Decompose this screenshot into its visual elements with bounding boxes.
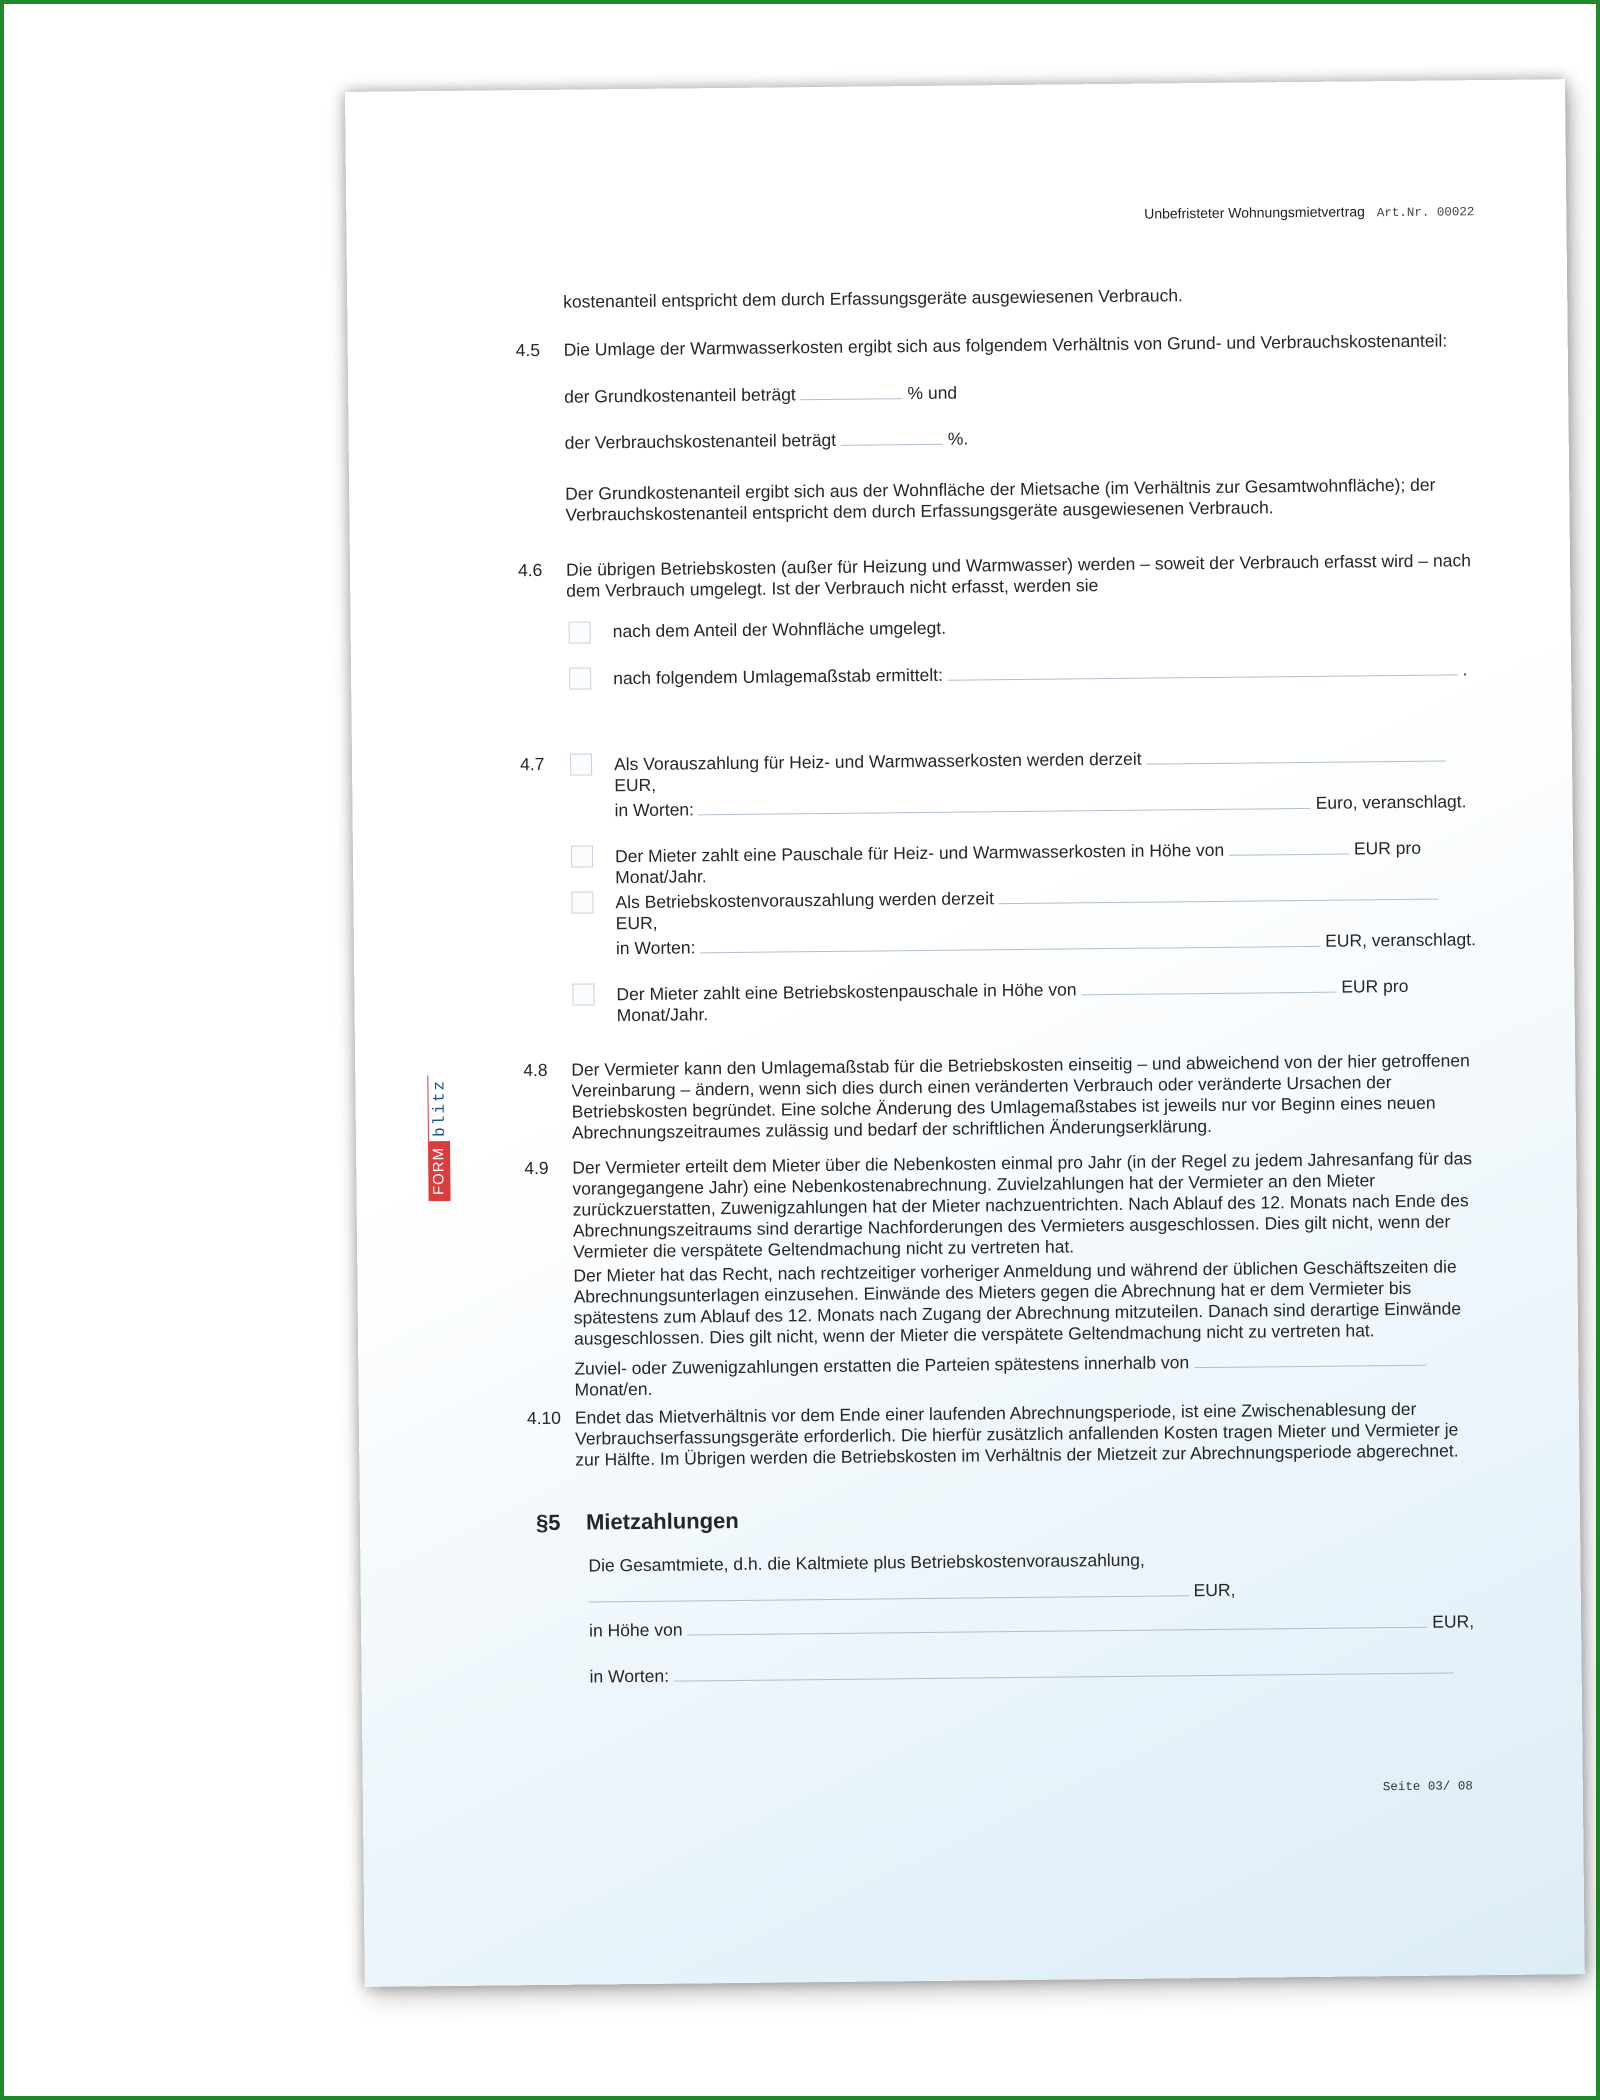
section-4-9-text: Der Vermieter erteilt dem Mieter über die Nebenkosten einmal pro Jahr (in der Regel zu jedem Jahresanfang für das vorangegangene Jahr) eine Nebenkostenabrechnung. Zuvielzahlungen hat der Vermieter an den Mieter zurückzuerstatten, Zuwenigzahlungen hat der Mieter nachzuentrichten. Nach Ablauf des 12. Monats nach Ende des Abrechnungszeitraums sind derartige Nachforderungen des Vermieters ausgeschlossen. Dies gilt nicht, wenn der Vermieter die verspätete Geltendmachung nicht zu vertreten hat. <box>572 1148 1473 1262</box>
pauschale-heizkosten-row <box>615 836 1477 888</box>
hoehe-unit: EUR, <box>1432 1611 1475 1632</box>
section-4-6-text: Die übrigen Betriebskosten (außer für Heizung und Warmwasser) werden – soweit der Verbrauch erfasst wird – nach dem Verbrauch umgelegt. Ist der Verbrauch nicht erfasst, werden sie <box>565 550 1471 601</box>
betriebskostenpauschale-label: Der Mieter zahlt eine Betriebskostenpauschale in Höhe von <box>616 979 1077 1005</box>
betriebskostenvorauszahlung-field[interactable] <box>999 883 1439 905</box>
vorauszahlung-heizkosten-field[interactable] <box>1146 745 1446 765</box>
in-worten-label-2: in Worten: <box>615 937 696 959</box>
section-4-5-text: Die Umlage der Warmwasserkosten ergibt sich aus folgendem Verhältnis von Grund- und Verbrauchskostenanteil: <box>563 330 1448 360</box>
in-worten-field-2[interactable] <box>700 930 1320 953</box>
option-wohnflaeche: nach dem Anteil der Wohnfläche umgelegt. <box>612 617 947 642</box>
mietzahlung-in-worten-label: in Worten: <box>589 1665 670 1687</box>
grundkosten-field[interactable] <box>800 382 902 400</box>
section-number-4-10: 4.10 <box>526 1407 562 1429</box>
erstattung-row <box>574 1348 1482 1401</box>
section-5-number: §5 <box>535 1509 561 1536</box>
checkbox-betriebskostenvorauszahlung[interactable] <box>571 891 593 913</box>
mietzahlung-in-worten-row <box>589 1656 1485 1687</box>
betriebskostenvorauszahlung-row <box>615 882 1477 934</box>
in-worten-unit-1: Euro, veranschlagt. <box>1315 791 1467 813</box>
mietzahlung-in-worten-field[interactable] <box>674 1656 1454 1681</box>
betriebskostenpauschale-unit: EUR pro Monat/Jahr. <box>616 975 1409 1026</box>
verbrauchskosten-unit: %. <box>947 428 969 449</box>
document-header <box>1144 202 1474 222</box>
section-number-4-8: 4.8 <box>523 1059 548 1081</box>
section-4-5-paragraph: Der Grundkostenanteil ergibt sich aus der Wohnfläche der Mietsache (im Verhältnis zur Gesamtwohnfläche); der Verbrauchskostenanteil entspricht dem durch Erfassungsgeräte ausgewiesenen Verbrauch. <box>565 474 1436 525</box>
gesamtmiete-unit: EUR, <box>1193 1579 1236 1601</box>
section-4-9-paragraph-2: Der Mieter hat das Recht, nach rechtzeitiger vorheriger Anmeldung und während der üblichen Geschäftszeiten die Abrechnungsunterlagen einzusehen. Einwände des Mieters gegen die Abrechnung hat er dem Vermieter bis spätestens zum Ablauf des 12. Monats nach Zugang der Abrechnung mitzuteilen. Danach sind derartige Einwände ausgeschlossen. Dies gilt nicht, wenn der Mieter die verspätete Geltendmachung nicht zu vertreten hat. <box>573 1256 1462 1349</box>
page-number: Seite 03/ 08 <box>1382 1779 1473 1795</box>
document-page <box>345 79 1585 1987</box>
checkbox-pauschale-heizkosten[interactable] <box>571 845 593 867</box>
grundkosten-label: der Grundkostenanteil beträgt <box>564 384 796 407</box>
checkbox-betriebskostenpauschale[interactable] <box>572 983 594 1005</box>
section-5-title: Mietzahlungen <box>585 1507 739 1535</box>
vorauszahlung-heizkosten-unit: EUR, <box>614 774 657 796</box>
section-number-4-7: 4.7 <box>519 753 545 775</box>
grundkosten-row <box>564 376 1472 408</box>
hoehe-field[interactable] <box>687 1611 1427 1636</box>
section-number-4-6: 4.6 <box>517 559 543 581</box>
in-worten-label-1: in Worten: <box>614 799 695 821</box>
section-number-4-9: 4.9 <box>524 1157 549 1179</box>
umlagemassstab-field[interactable] <box>948 658 1458 680</box>
betriebskostenvorauszahlung-unit: EUR, <box>615 912 658 934</box>
betriebskostenvorauszahlung-label: Als Betriebskostenvorauszahlung werden derzeit <box>615 888 994 913</box>
section-4-8-text: Der Vermieter kann den Umlagemaßstab für die Betriebskosten einseitig – und abweichend von der hier getroffenen Vereinbarung – ändern, wenn sich dies durch einen veränderten Verbrauch oder veränderte Ursachen der Betriebskosten begründet. Eine solche Änderung des Umlagemaßstabes ist jeweils nur vor Beginn eines neuen Abrechnungszeitraumes zulässig und bedarf der schriftlichen Änderungserklärung. <box>571 1050 1470 1143</box>
pauschale-heizkosten-unit: EUR pro Monat/Jahr. <box>615 837 1422 888</box>
verbrauchskosten-label: der Verbrauchskostenanteil beträgt <box>564 429 837 453</box>
gesamtmiete-text: Die Gesamtmiete, d.h. die Kaltmiete plus Betriebskostenvorauszahlung, <box>588 1549 1145 1576</box>
betriebskostenpauschale-row <box>616 974 1478 1026</box>
gesamtmiete-line-row <box>589 1576 1485 1607</box>
grundkosten-unit: % und <box>907 382 958 404</box>
in-worten-field-1[interactable] <box>699 792 1311 815</box>
section-number-4-5: 4.5 <box>515 339 541 361</box>
checkbox-wohnflaeche[interactable] <box>569 621 591 643</box>
checkbox-umlagemassstab[interactable] <box>569 667 591 689</box>
option-umlagemassstab-end: . <box>1462 659 1468 680</box>
verbrauchskosten-row <box>565 422 1473 454</box>
vorauszahlung-heizkosten-row <box>614 744 1476 796</box>
checkbox-vorauszahlung-heizkosten[interactable] <box>570 753 592 775</box>
betriebskostenpauschale-field[interactable] <box>1081 976 1336 996</box>
erstattung-unit: Monat/en. <box>574 1378 653 1400</box>
article-number: Art.Nr. 00022 <box>1376 205 1475 221</box>
document-title: Unbefristeter Wohnungsmietvertrag <box>1144 203 1365 222</box>
hoehe-row <box>589 1610 1485 1641</box>
erstattung-label: Zuviel- oder Zuwenigzahlungen erstatten die Parteien spätestens innerhalb von <box>574 1352 1190 1379</box>
verbrauchskosten-field[interactable] <box>841 428 943 446</box>
gesamtmiete-field[interactable] <box>589 1579 1189 1602</box>
hoehe-label: in Höhe von <box>589 1619 683 1641</box>
logo-part-form: FORM <box>428 1141 451 1201</box>
section-4-10-text: Endet das Mietverhältnis vor dem Ende einer laufenden Abrechnungsperiode, ist eine Zwischenablesung der Verbrauchserfassungsgeräte erforderlich. Die hierfür zusätzlich anfallenden Kosten tragen Mieter und Vermieter je zur Hälfte. Im Übrigen werden die Betriebskosten im Verhältnis der Mietzeit zur Abrechnungsperiode abgerechnet. <box>574 1398 1459 1470</box>
erstattung-field[interactable] <box>1194 1349 1426 1368</box>
option-umlagemassstab: nach folgendem Umlagemaßstab ermittelt: <box>613 664 943 689</box>
pauschale-heizkosten-field[interactable] <box>1229 838 1349 856</box>
option-umlagemassstab-row <box>613 658 1475 689</box>
logo-part-blitz: blitz <box>427 1075 450 1141</box>
pauschale-heizkosten-label: Der Mieter zahlt eine Pauschale für Heiz- und Warmwasserkosten in Höhe von <box>614 839 1225 867</box>
intro-line: kostenanteil entspricht dem durch Erfassungsgeräte ausgewiesenen Verbrauch. <box>563 285 1183 312</box>
in-worten-unit-2: EUR, veranschlagt. <box>1325 929 1476 951</box>
vorauszahlung-heizkosten-label: Als Vorauszahlung für Heiz- und Warmwasserkosten werden derzeit <box>613 748 1142 775</box>
